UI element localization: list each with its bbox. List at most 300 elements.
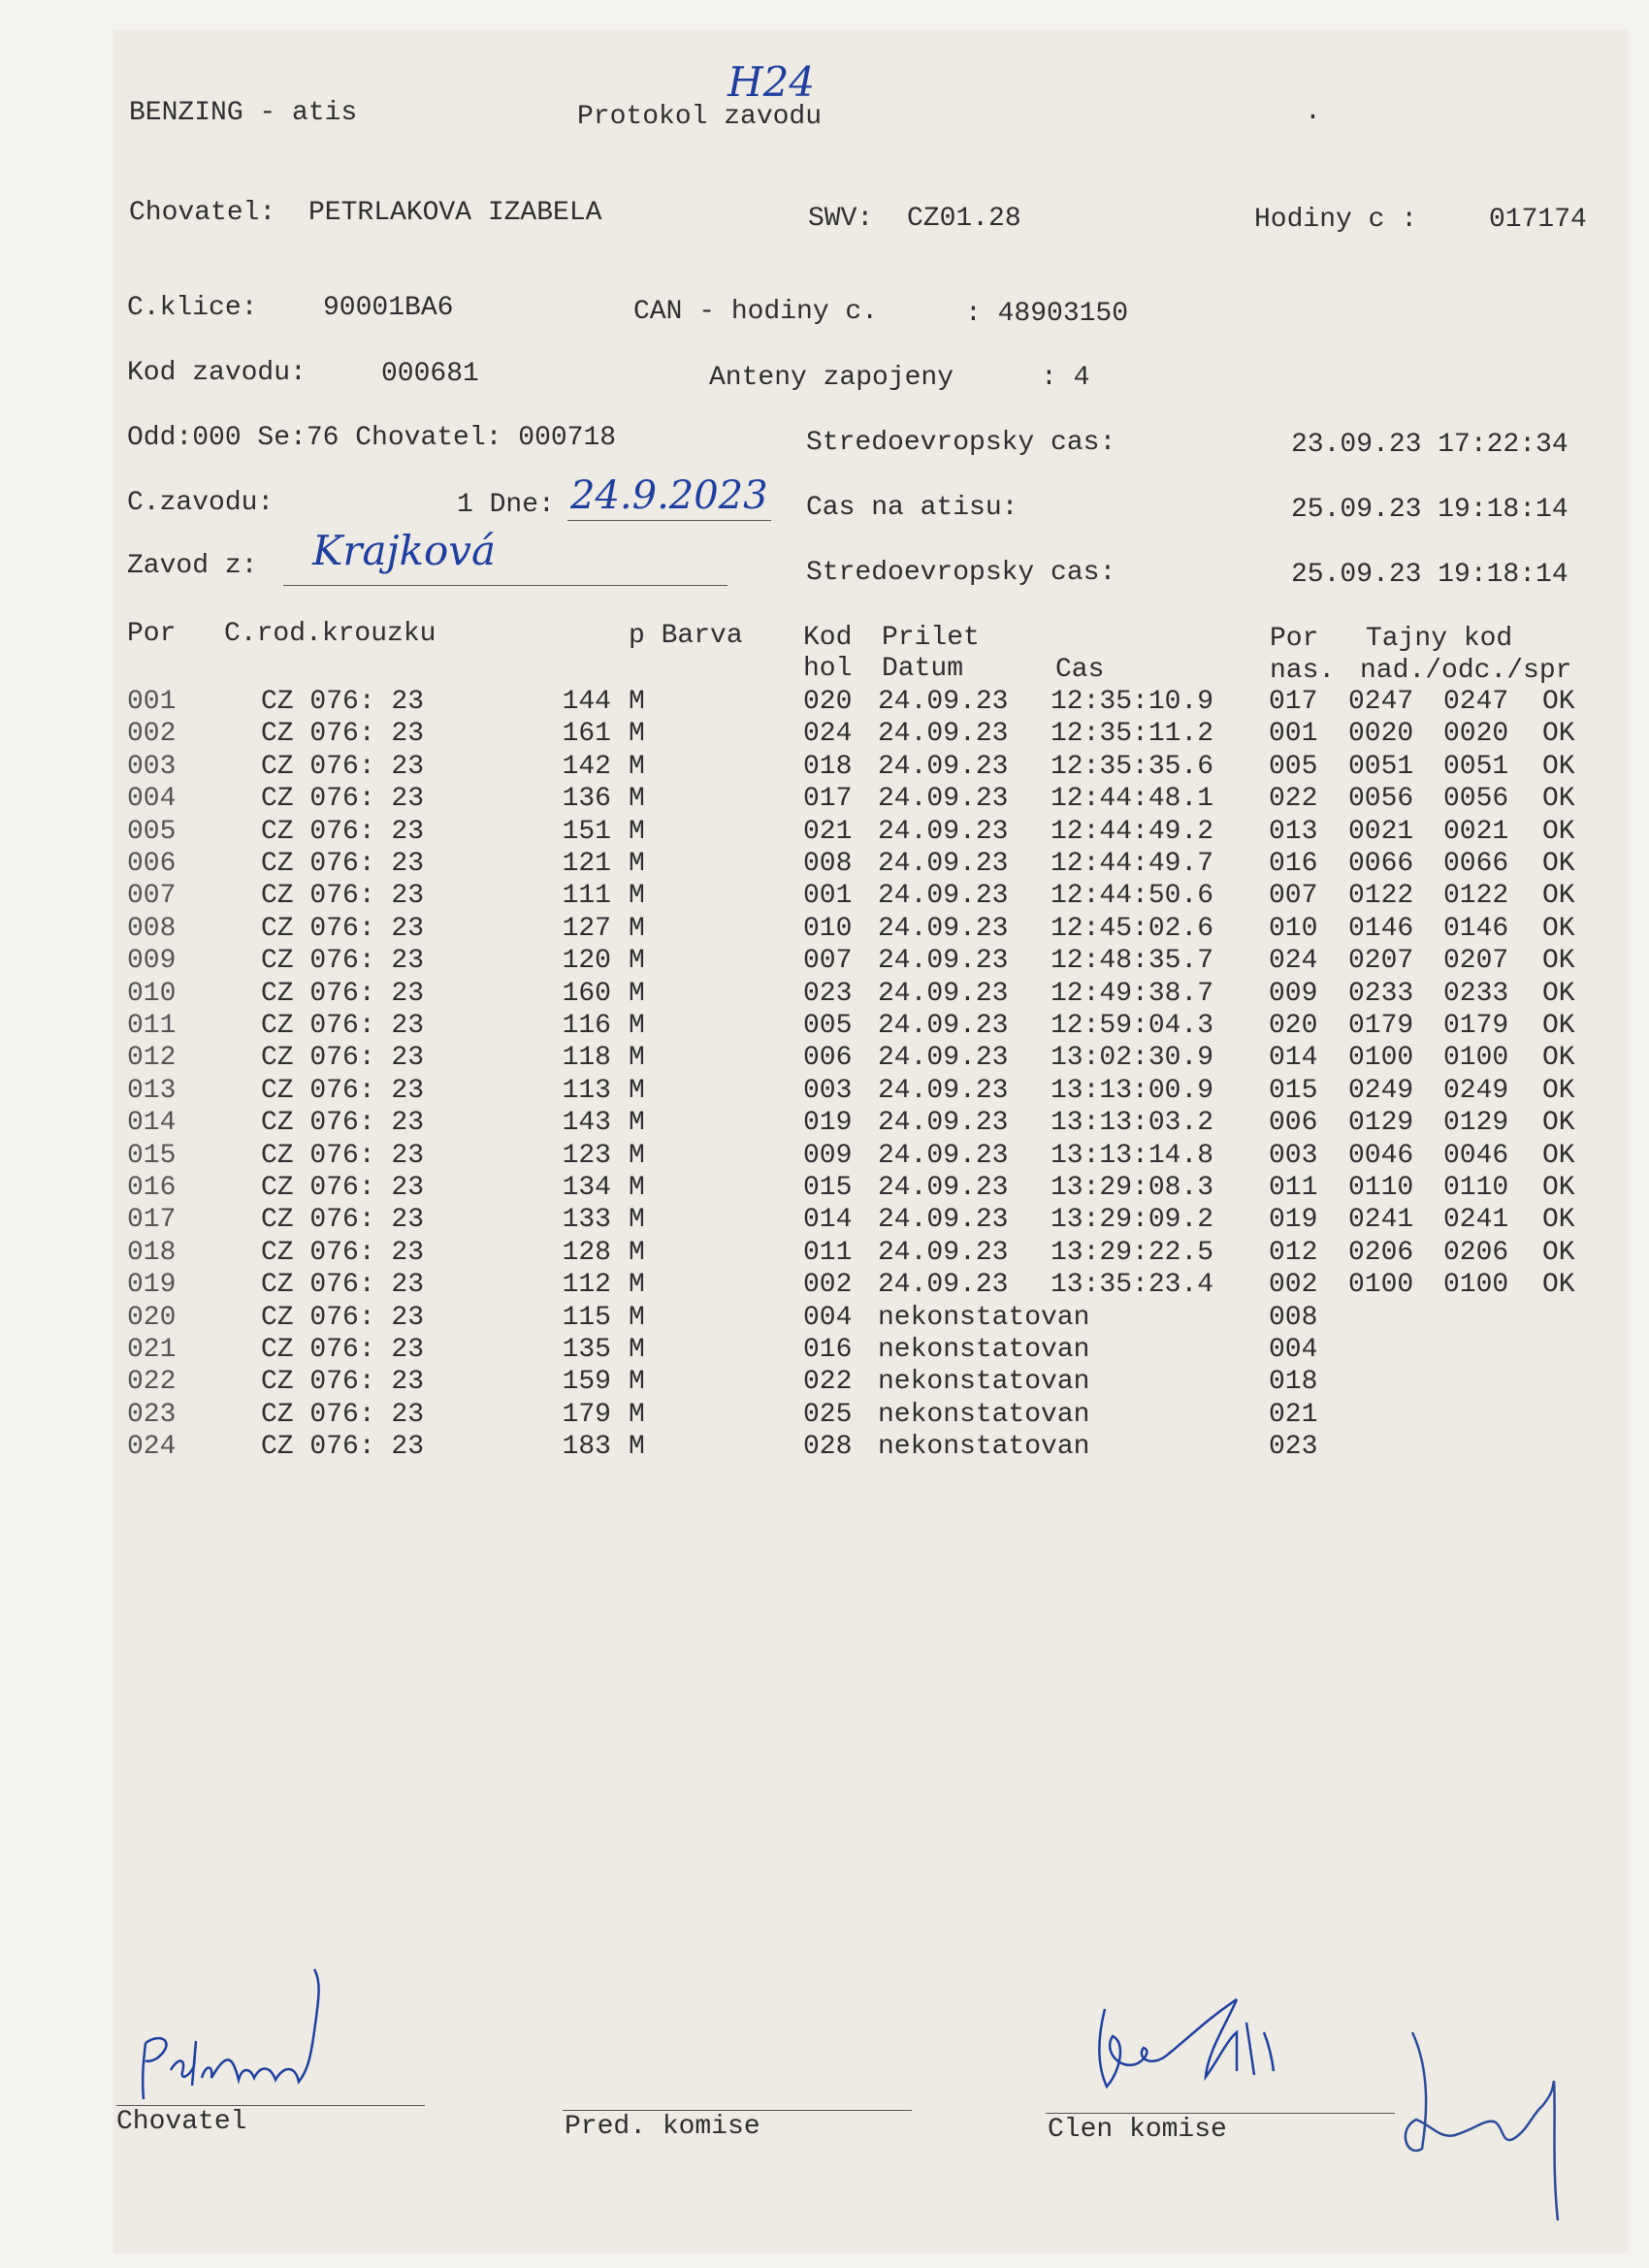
row-sex: M bbox=[629, 913, 645, 944]
row-por: 010 bbox=[127, 978, 177, 1009]
row-tajny-kod-odc: 0207 bbox=[1443, 946, 1509, 977]
row-kod-hol: 008 bbox=[803, 849, 853, 879]
row-tajny-kod-odc: 0249 bbox=[1443, 1075, 1509, 1106]
row-por-nas: 006 bbox=[1269, 1108, 1318, 1139]
row-datum: 24.09.23 bbox=[878, 1108, 1009, 1139]
row-tajny-kod-nad: 0100 bbox=[1348, 1043, 1414, 1074]
table-row bbox=[0, 817, 1649, 849]
row-por: 012 bbox=[127, 1043, 177, 1074]
row-tajny-kod-odc: 0051 bbox=[1443, 751, 1509, 782]
row-tajny-kod-odc: 0066 bbox=[1443, 849, 1509, 879]
row-datum: nekonstatovan bbox=[878, 1432, 1090, 1463]
row-datum: 24.09.23 bbox=[878, 1237, 1009, 1268]
row-ring-number: 183 bbox=[562, 1432, 611, 1463]
row-por: 019 bbox=[127, 1270, 177, 1301]
cas-atisu-label: Cas na atisu: bbox=[806, 493, 1018, 523]
row-tajny-kod-nad: 0146 bbox=[1348, 913, 1414, 944]
row-ring-number: 160 bbox=[562, 978, 611, 1009]
row-datum: 24.09.23 bbox=[878, 1205, 1009, 1236]
row-status: OK bbox=[1542, 946, 1575, 977]
row-tajny-kod-odc: 0056 bbox=[1443, 784, 1509, 815]
row-por: 014 bbox=[127, 1108, 177, 1139]
can-value: : 48903150 bbox=[965, 299, 1129, 329]
row-sex: M bbox=[629, 1205, 645, 1236]
row-ring-prefix: CZ 076: 23 bbox=[261, 946, 425, 977]
row-ring-prefix: CZ 076: 23 bbox=[261, 751, 425, 782]
row-status: OK bbox=[1542, 849, 1575, 879]
dne-underline bbox=[567, 520, 771, 521]
table-row bbox=[0, 1238, 1649, 1270]
row-status: OK bbox=[1542, 1108, 1575, 1139]
row-sex: M bbox=[629, 751, 645, 782]
row-sex: M bbox=[629, 687, 645, 717]
col-p-barva: p Barva bbox=[629, 621, 743, 651]
row-por-nas: 022 bbox=[1269, 784, 1318, 815]
row-por-nas: 020 bbox=[1269, 1011, 1318, 1041]
row-tajny-kod-nad: 0206 bbox=[1348, 1237, 1414, 1268]
row-ring-number: 121 bbox=[562, 849, 611, 879]
row-por-nas: 008 bbox=[1269, 1302, 1318, 1333]
row-ring-prefix: CZ 076: 23 bbox=[261, 1075, 425, 1106]
row-sex: M bbox=[629, 1335, 645, 1365]
row-ring-prefix: CZ 076: 23 bbox=[261, 687, 425, 717]
row-por: 011 bbox=[127, 1011, 177, 1041]
handwritten-code: H24 bbox=[728, 58, 816, 106]
row-datum: 24.09.23 bbox=[878, 978, 1009, 1009]
row-datum: 24.09.23 bbox=[878, 913, 1009, 944]
row-cas: 13:13:14.8 bbox=[1051, 1140, 1214, 1171]
row-sex: M bbox=[629, 1367, 645, 1398]
row-por: 002 bbox=[127, 719, 177, 750]
table-row bbox=[0, 1303, 1649, 1335]
row-sex: M bbox=[629, 1011, 645, 1041]
row-tajny-kod-nad: 0122 bbox=[1348, 881, 1414, 912]
row-sex: M bbox=[629, 1075, 645, 1106]
row-datum: 24.09.23 bbox=[878, 1075, 1009, 1106]
row-datum: 24.09.23 bbox=[878, 1140, 1009, 1171]
row-cas: 12:44:49.7 bbox=[1051, 849, 1214, 879]
row-status: OK bbox=[1542, 1270, 1575, 1301]
hodiny-value: 017174 bbox=[1489, 205, 1587, 235]
row-ring-number: 136 bbox=[562, 784, 611, 815]
row-tajny-kod-odc: 0046 bbox=[1443, 1140, 1509, 1171]
col-krouzek: C.rod.krouzku bbox=[224, 619, 436, 649]
row-ring-number: 151 bbox=[562, 816, 611, 847]
row-status: OK bbox=[1542, 913, 1575, 944]
row-datum: 24.09.23 bbox=[878, 1011, 1009, 1041]
sec1-label: Stredoevropsky cas: bbox=[806, 428, 1116, 458]
row-status: OK bbox=[1542, 751, 1575, 782]
row-kod-hol: 002 bbox=[803, 1270, 853, 1301]
row-kod-hol: 011 bbox=[803, 1237, 853, 1268]
col-tajny: Tajny kod bbox=[1366, 624, 1513, 654]
row-sex: M bbox=[629, 1173, 645, 1203]
table-row bbox=[0, 687, 1649, 719]
row-tajny-kod-odc: 0241 bbox=[1443, 1205, 1509, 1236]
table-row bbox=[0, 849, 1649, 881]
row-ring-prefix: CZ 076: 23 bbox=[261, 1173, 425, 1203]
row-ring-prefix: CZ 076: 23 bbox=[261, 1237, 425, 1268]
zavod-label: Zavod z: bbox=[127, 551, 258, 581]
table-row bbox=[0, 1400, 1649, 1432]
row-cas: 12:35:10.9 bbox=[1051, 687, 1214, 717]
row-kod-hol: 009 bbox=[803, 1140, 853, 1171]
row-datum: 24.09.23 bbox=[878, 751, 1009, 782]
row-por: 018 bbox=[127, 1237, 177, 1268]
row-status: OK bbox=[1542, 1043, 1575, 1074]
cas-atisu-value: 25.09.23 19:18:14 bbox=[1291, 495, 1568, 525]
row-por: 001 bbox=[127, 687, 177, 717]
can-label: CAN - hodiny c. bbox=[633, 297, 879, 327]
row-datum: nekonstatovan bbox=[878, 1367, 1090, 1398]
row-por-nas: 003 bbox=[1269, 1140, 1318, 1171]
row-kod-hol: 023 bbox=[803, 978, 853, 1009]
col-hol: hol bbox=[803, 654, 853, 684]
row-status: OK bbox=[1542, 784, 1575, 815]
row-ring-prefix: CZ 076: 23 bbox=[261, 1140, 425, 1171]
row-por: 021 bbox=[127, 1335, 177, 1365]
row-cas: 12:45:02.6 bbox=[1051, 913, 1214, 944]
row-ring-prefix: CZ 076: 23 bbox=[261, 1205, 425, 1236]
zavod-underline bbox=[283, 585, 728, 586]
row-tajny-kod-nad: 0233 bbox=[1348, 978, 1414, 1009]
row-sex: M bbox=[629, 784, 645, 815]
row-por: 009 bbox=[127, 946, 177, 977]
row-status: OK bbox=[1542, 1075, 1575, 1106]
row-datum: 24.09.23 bbox=[878, 687, 1009, 717]
row-cas: 12:44:50.6 bbox=[1051, 881, 1214, 912]
row-por-nas: 005 bbox=[1269, 751, 1318, 782]
row-tajny-kod-nad: 0051 bbox=[1348, 751, 1414, 782]
row-por-nas: 010 bbox=[1269, 913, 1318, 944]
row-ring-number: 144 bbox=[562, 687, 611, 717]
table-row bbox=[0, 1173, 1649, 1205]
c-zavodu-label: C.zavodu: bbox=[127, 488, 275, 518]
col-por2: Por bbox=[1270, 624, 1319, 654]
row-tajny-kod-odc: 0020 bbox=[1443, 719, 1509, 750]
row-sex: M bbox=[629, 1270, 645, 1301]
row-kod-hol: 021 bbox=[803, 816, 853, 847]
row-ring-prefix: CZ 076: 23 bbox=[261, 1399, 425, 1430]
row-por: 016 bbox=[127, 1173, 177, 1203]
row-por: 024 bbox=[127, 1432, 177, 1463]
row-tajny-kod-nad: 0056 bbox=[1348, 784, 1414, 815]
row-por-nas: 023 bbox=[1269, 1432, 1318, 1463]
table-row bbox=[0, 979, 1649, 1011]
col-kod: Kod bbox=[803, 623, 853, 653]
row-por: 004 bbox=[127, 784, 177, 815]
row-cas: 13:02:30.9 bbox=[1051, 1043, 1214, 1074]
zavod-handwritten: Krajková bbox=[312, 527, 497, 574]
row-sex: M bbox=[629, 1432, 645, 1463]
odd-line: Odd:000 Se:76 Chovatel: 000718 bbox=[127, 423, 617, 453]
row-sex: M bbox=[629, 1399, 645, 1430]
row-por-nas: 011 bbox=[1269, 1173, 1318, 1203]
row-tajny-kod-nad: 0100 bbox=[1348, 1270, 1414, 1301]
row-ring-number: 161 bbox=[562, 719, 611, 750]
row-ring-prefix: CZ 076: 23 bbox=[261, 1108, 425, 1139]
row-por: 015 bbox=[127, 1140, 177, 1171]
row-ring-number: 113 bbox=[562, 1075, 611, 1106]
row-ring-prefix: CZ 076: 23 bbox=[261, 816, 425, 847]
row-cas: 13:35:23.4 bbox=[1051, 1270, 1214, 1301]
row-datum: 24.09.23 bbox=[878, 1043, 1009, 1074]
chovatel-caption: Chovatel bbox=[116, 2107, 247, 2137]
row-tajny-kod-odc: 0021 bbox=[1443, 816, 1509, 847]
row-status: OK bbox=[1542, 881, 1575, 912]
row-sex: M bbox=[629, 816, 645, 847]
row-ring-prefix: CZ 076: 23 bbox=[261, 1270, 425, 1301]
row-datum: 24.09.23 bbox=[878, 1270, 1009, 1301]
row-ring-prefix: CZ 076: 23 bbox=[261, 849, 425, 879]
row-status: OK bbox=[1542, 816, 1575, 847]
row-datum: 24.09.23 bbox=[878, 784, 1009, 815]
kod-zavodu-value: 000681 bbox=[381, 359, 479, 389]
row-por: 022 bbox=[127, 1367, 177, 1398]
row-kod-hol: 010 bbox=[803, 913, 853, 944]
sec2-label: Stredoevropsky cas: bbox=[806, 558, 1116, 588]
row-status: OK bbox=[1542, 1011, 1575, 1041]
col-cas: Cas bbox=[1055, 655, 1105, 685]
table-row bbox=[0, 719, 1649, 751]
row-por: 023 bbox=[127, 1399, 177, 1430]
row-tajny-kod-nad: 0247 bbox=[1348, 687, 1414, 717]
row-kod-hol: 020 bbox=[803, 687, 853, 717]
c-zavodu-value: 1 Dne: bbox=[457, 490, 555, 520]
row-datum: 24.09.23 bbox=[878, 816, 1009, 847]
row-ring-number: 143 bbox=[562, 1108, 611, 1139]
table-row bbox=[0, 784, 1649, 816]
hodiny-label: Hodiny c : bbox=[1254, 205, 1418, 235]
row-status: OK bbox=[1542, 1173, 1575, 1203]
row-ring-number: 179 bbox=[562, 1399, 611, 1430]
table-row bbox=[0, 1076, 1649, 1108]
col-por: Por bbox=[127, 619, 177, 649]
table-row bbox=[0, 1108, 1649, 1140]
row-cas: 13:29:22.5 bbox=[1051, 1237, 1214, 1268]
row-sex: M bbox=[629, 1108, 645, 1139]
row-ring-number: 118 bbox=[562, 1043, 611, 1074]
pred-komise-line bbox=[563, 2110, 912, 2111]
klice-label: C.klice: bbox=[127, 293, 258, 323]
table-row bbox=[0, 1141, 1649, 1173]
row-por: 008 bbox=[127, 913, 177, 944]
row-por: 013 bbox=[127, 1075, 177, 1106]
row-ring-prefix: CZ 076: 23 bbox=[261, 1011, 425, 1041]
header-dot: . bbox=[1305, 97, 1321, 127]
row-datum: nekonstatovan bbox=[878, 1335, 1090, 1365]
row-ring-prefix: CZ 076: 23 bbox=[261, 1302, 425, 1333]
signature-chovatel bbox=[134, 1963, 338, 2105]
row-sex: M bbox=[629, 978, 645, 1009]
col-datum: Datum bbox=[882, 654, 964, 684]
row-por-nas: 017 bbox=[1269, 687, 1318, 717]
clen-komise-line bbox=[1046, 2113, 1395, 2114]
row-tajny-kod-nad: 0179 bbox=[1348, 1011, 1414, 1041]
row-por-nas: 004 bbox=[1269, 1335, 1318, 1365]
row-tajny-kod-odc: 0247 bbox=[1443, 687, 1509, 717]
row-por-nas: 009 bbox=[1269, 978, 1318, 1009]
row-tajny-kod-odc: 0179 bbox=[1443, 1011, 1509, 1041]
table-row bbox=[0, 1205, 1649, 1237]
row-ring-prefix: CZ 076: 23 bbox=[261, 978, 425, 1009]
row-kod-hol: 014 bbox=[803, 1205, 853, 1236]
row-por: 006 bbox=[127, 849, 177, 879]
row-sex: M bbox=[629, 1043, 645, 1074]
pred-komise-caption: Pred. komise bbox=[565, 2112, 760, 2142]
row-sex: M bbox=[629, 719, 645, 750]
row-ring-number: 127 bbox=[562, 913, 611, 944]
row-cas: 13:13:00.9 bbox=[1051, 1075, 1214, 1106]
row-por: 005 bbox=[127, 816, 177, 847]
row-sex: M bbox=[629, 946, 645, 977]
table-row bbox=[0, 914, 1649, 946]
row-cas: 12:35:11.2 bbox=[1051, 719, 1214, 750]
row-datum: 24.09.23 bbox=[878, 881, 1009, 912]
row-kod-hol: 017 bbox=[803, 784, 853, 815]
table-row bbox=[0, 946, 1649, 978]
row-datum: nekonstatovan bbox=[878, 1399, 1090, 1430]
row-cas: 12:44:49.2 bbox=[1051, 816, 1214, 847]
dne-handwritten: 24.9.2023 bbox=[570, 473, 768, 518]
row-tajny-kod-nad: 0066 bbox=[1348, 849, 1414, 879]
row-cas: 13:13:03.2 bbox=[1051, 1108, 1214, 1139]
row-tajny-kod-nad: 0110 bbox=[1348, 1173, 1414, 1203]
row-kod-hol: 003 bbox=[803, 1075, 853, 1106]
row-cas: 13:29:09.2 bbox=[1051, 1205, 1214, 1236]
row-ring-number: 116 bbox=[562, 1011, 611, 1041]
row-sex: M bbox=[629, 1302, 645, 1333]
row-tajny-kod-odc: 0122 bbox=[1443, 881, 1509, 912]
row-ring-number: 159 bbox=[562, 1367, 611, 1398]
row-ring-number: 120 bbox=[562, 946, 611, 977]
row-sex: M bbox=[629, 849, 645, 879]
table-row bbox=[0, 1335, 1649, 1367]
table-row bbox=[0, 1043, 1649, 1075]
row-ring-prefix: CZ 076: 23 bbox=[261, 719, 425, 750]
sec1-value: 23.09.23 17:22:34 bbox=[1291, 430, 1568, 460]
table-row bbox=[0, 881, 1649, 913]
row-ring-prefix: CZ 076: 23 bbox=[261, 1432, 425, 1463]
row-cas: 12:49:38.7 bbox=[1051, 978, 1214, 1009]
row-por-nas: 001 bbox=[1269, 719, 1318, 750]
row-tajny-kod-odc: 0129 bbox=[1443, 1108, 1509, 1139]
row-status: OK bbox=[1542, 978, 1575, 1009]
row-tajny-kod-nad: 0129 bbox=[1348, 1108, 1414, 1139]
row-kod-hol: 016 bbox=[803, 1335, 853, 1365]
col-prilet: Prilet bbox=[882, 623, 980, 653]
row-por-nas: 013 bbox=[1269, 816, 1318, 847]
row-sex: M bbox=[629, 1140, 645, 1171]
row-tajny-kod-nad: 0020 bbox=[1348, 719, 1414, 750]
chovatel-name: PETRLAKOVA IZABELA bbox=[308, 198, 602, 228]
row-tajny-kod-odc: 0110 bbox=[1443, 1173, 1509, 1203]
row-tajny-kod-odc: 0100 bbox=[1443, 1043, 1509, 1074]
row-ring-number: 111 bbox=[562, 881, 611, 912]
row-por-nas: 015 bbox=[1269, 1075, 1318, 1106]
signature-clen-2 bbox=[1387, 2013, 1620, 2236]
table-row bbox=[0, 1270, 1649, 1302]
row-tajny-kod-nad: 0021 bbox=[1348, 816, 1414, 847]
chovatel-line bbox=[116, 2105, 425, 2106]
row-tajny-kod-nad: 0241 bbox=[1348, 1205, 1414, 1236]
anteny-value: : 4 bbox=[1041, 363, 1090, 393]
row-kod-hol: 018 bbox=[803, 751, 853, 782]
row-kod-hol: 028 bbox=[803, 1432, 853, 1463]
row-ring-prefix: CZ 076: 23 bbox=[261, 881, 425, 912]
clen-komise-caption: Clen komise bbox=[1048, 2115, 1227, 2145]
row-por-nas: 018 bbox=[1269, 1367, 1318, 1398]
row-cas: 12:59:04.3 bbox=[1051, 1011, 1214, 1041]
row-ring-number: 133 bbox=[562, 1205, 611, 1236]
row-por-nas: 021 bbox=[1269, 1399, 1318, 1430]
row-sex: M bbox=[629, 1237, 645, 1268]
row-ring-number: 142 bbox=[562, 751, 611, 782]
row-ring-number: 128 bbox=[562, 1237, 611, 1268]
row-kod-hol: 001 bbox=[803, 881, 853, 912]
row-ring-prefix: CZ 076: 23 bbox=[261, 1043, 425, 1074]
row-cas: 12:35:35.6 bbox=[1051, 751, 1214, 782]
row-tajny-kod-nad: 0249 bbox=[1348, 1075, 1414, 1106]
row-kod-hol: 019 bbox=[803, 1108, 853, 1139]
table-row bbox=[0, 1011, 1649, 1043]
row-por-nas: 024 bbox=[1269, 946, 1318, 977]
row-datum: 24.09.23 bbox=[878, 1173, 1009, 1203]
row-kod-hol: 015 bbox=[803, 1173, 853, 1203]
row-por: 017 bbox=[127, 1205, 177, 1236]
row-por-nas: 014 bbox=[1269, 1043, 1318, 1074]
row-kod-hol: 024 bbox=[803, 719, 853, 750]
row-por-nas: 019 bbox=[1269, 1205, 1318, 1236]
row-datum: nekonstatovan bbox=[878, 1302, 1090, 1333]
row-kod-hol: 007 bbox=[803, 946, 853, 977]
table-row bbox=[0, 752, 1649, 784]
row-status: OK bbox=[1542, 719, 1575, 750]
signature-clen-1 bbox=[1091, 1993, 1285, 2100]
row-por-nas: 002 bbox=[1269, 1270, 1318, 1301]
row-por: 007 bbox=[127, 881, 177, 912]
col-nas: nas. bbox=[1270, 656, 1336, 686]
kod-zavodu-label: Kod zavodu: bbox=[127, 358, 307, 388]
brand-label: BENZING - atis bbox=[129, 98, 358, 128]
row-datum: 24.09.23 bbox=[878, 849, 1009, 879]
row-tajny-kod-odc: 0233 bbox=[1443, 978, 1509, 1009]
row-cas: 12:44:48.1 bbox=[1051, 784, 1214, 815]
row-tajny-kod-nad: 0207 bbox=[1348, 946, 1414, 977]
row-ring-prefix: CZ 076: 23 bbox=[261, 784, 425, 815]
row-cas: 12:48:35.7 bbox=[1051, 946, 1214, 977]
anteny-label: Anteny zapojeny bbox=[709, 363, 954, 393]
row-datum: 24.09.23 bbox=[878, 719, 1009, 750]
row-por-nas: 012 bbox=[1269, 1237, 1318, 1268]
row-ring-number: 115 bbox=[562, 1302, 611, 1333]
row-status: OK bbox=[1542, 1140, 1575, 1171]
row-tajny-kod-odc: 0206 bbox=[1443, 1237, 1509, 1268]
row-por-nas: 016 bbox=[1269, 849, 1318, 879]
row-kod-hol: 025 bbox=[803, 1399, 853, 1430]
swv-value: CZ01.28 bbox=[907, 204, 1021, 234]
table-row bbox=[0, 1432, 1649, 1464]
klice-value: 90001BA6 bbox=[323, 293, 454, 323]
row-kod-hol: 006 bbox=[803, 1043, 853, 1074]
row-ring-number: 135 bbox=[562, 1335, 611, 1365]
row-tajny-kod-odc: 0100 bbox=[1443, 1270, 1509, 1301]
row-status: OK bbox=[1542, 687, 1575, 717]
row-kod-hol: 005 bbox=[803, 1011, 853, 1041]
chovatel-label: Chovatel: bbox=[129, 198, 276, 228]
row-por: 003 bbox=[127, 751, 177, 782]
row-sex: M bbox=[629, 881, 645, 912]
